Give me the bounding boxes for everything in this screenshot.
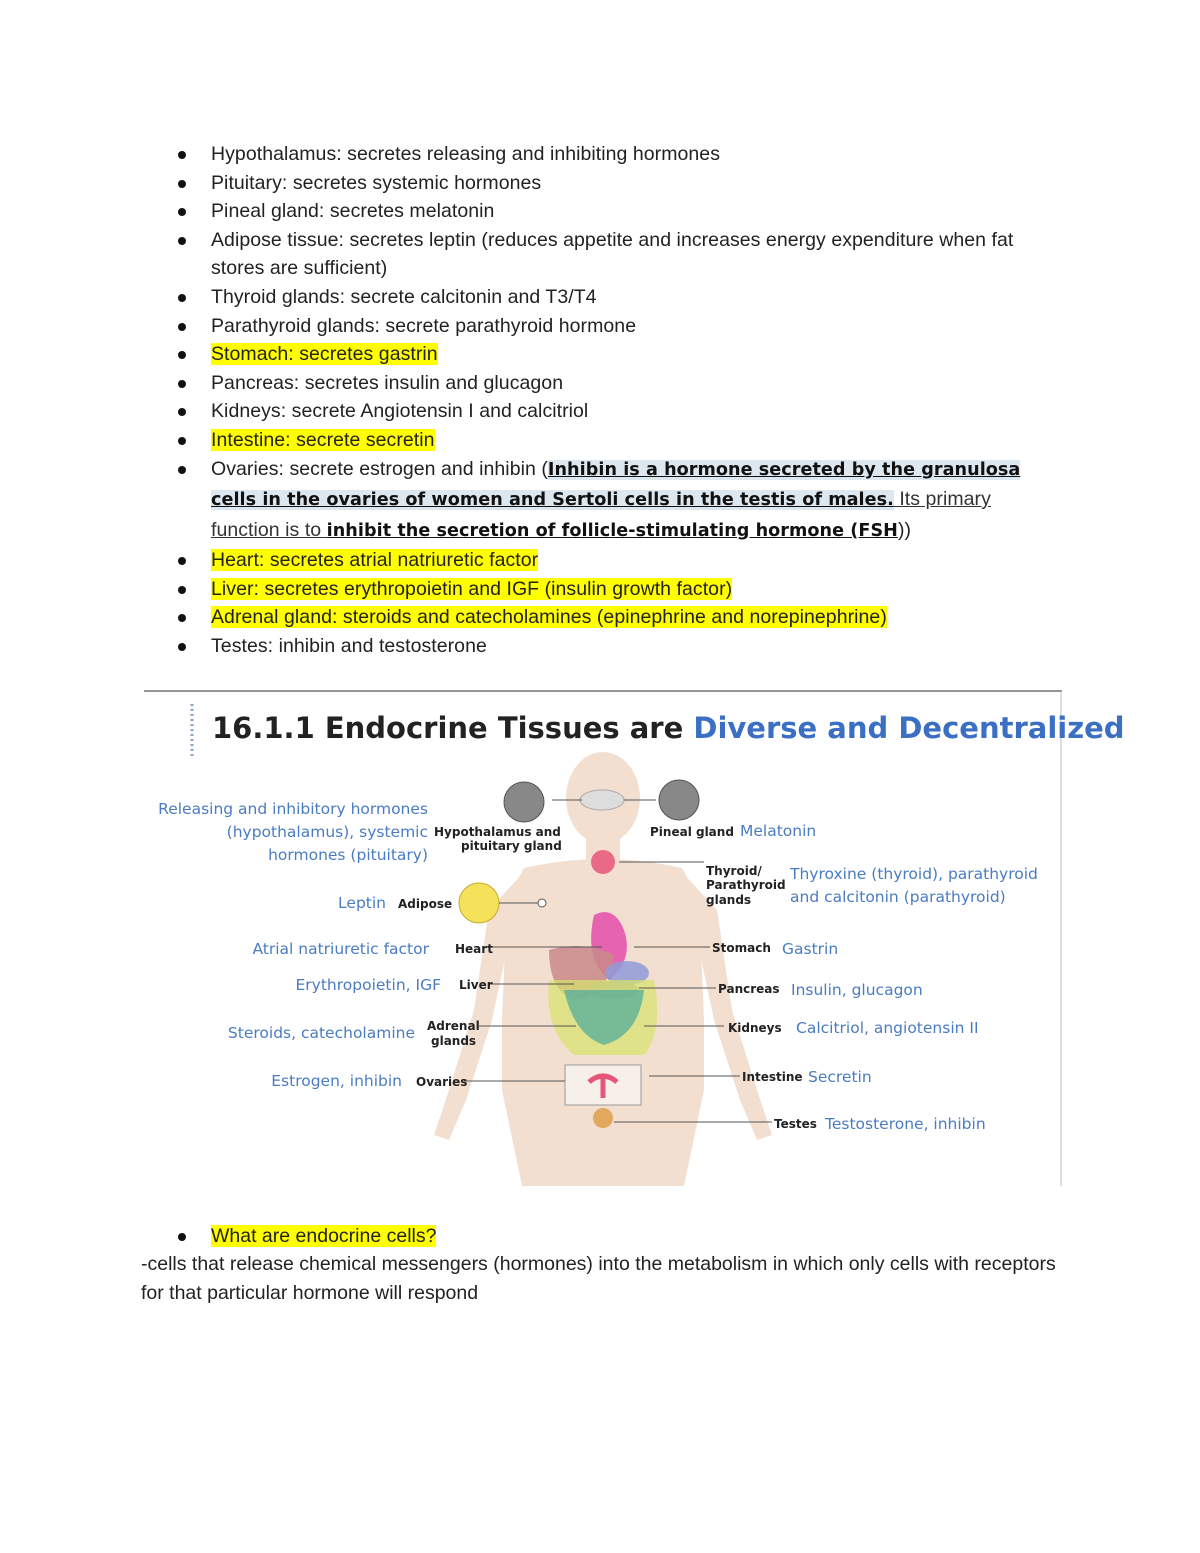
bullet-icon: [178, 180, 186, 188]
bullet-icon: [178, 408, 186, 416]
list-item: [178, 546, 1058, 575]
bullet-icon: [178, 614, 186, 622]
list-item: [178, 169, 1058, 198]
organ-thyroid: Thyroid/: [706, 864, 762, 878]
question-text: What are endocrine cells?: [211, 1225, 437, 1247]
list-item: [178, 603, 1058, 632]
organ-testes: Testes: [774, 1117, 817, 1131]
organ-adrenal-glands: glands: [431, 1034, 477, 1048]
organ-stomach: Stomach: [712, 941, 771, 955]
organ-liver: Liver: [459, 978, 493, 992]
bullet-icon: [178, 586, 186, 594]
list-item: [178, 312, 1058, 341]
endocrine-gland-list: [178, 140, 1058, 660]
bullet-icon: [178, 151, 186, 159]
list-item-text: Testes: inhibin and testosterone: [211, 634, 487, 657]
list-item-text-highlighted: Stomach: secretes gastrin: [211, 343, 438, 366]
list-item-text-highlighted: Liver: secretes erythropoietin and IGF (insulin growth factor): [211, 577, 733, 600]
label-anf: Atrial natriuretic factor: [252, 940, 429, 958]
organ-pituitary: pituitary gland: [461, 839, 562, 853]
label-erythropoietin: Erythropoietin, IGF: [295, 976, 441, 994]
list-item-text: Hypothalamus: secretes releasing and inhibiting hormones: [211, 143, 720, 165]
organ-pancreas: Pancreas: [718, 982, 780, 996]
left-hormone-labels: [158, 800, 441, 1090]
label-pituitary-hormones: hormones (pituitary): [268, 846, 428, 864]
organ-pineal: Pineal gland: [650, 825, 734, 839]
figure-title: [212, 711, 1125, 745]
list-item-ovaries: [178, 455, 1058, 547]
ovaries-prefix: Ovaries: secrete estrogen and inhibin (: [211, 457, 548, 480]
organ-kidneys: Kidneys: [728, 1021, 782, 1035]
list-item: [178, 426, 1058, 455]
list-item-text-highlighted: Heart: secretes atrial natriuretic factor: [211, 549, 539, 572]
list-item-text: Adipose tissue: secretes leptin (reduces appetite and increases energy expenditure when fat stores are sufficient): [211, 228, 1014, 280]
figure-canvas: [144, 690, 1125, 1186]
list-item-text: Thyroid glands: secrete calcitonin and T3/T4: [211, 285, 597, 308]
figure-title-accent: Diverse and Decentralized: [693, 711, 1125, 745]
inhibin-function-text: Its primary function is to: [211, 488, 991, 541]
ovaries-suffix: )): [897, 518, 912, 541]
list-item-question: [178, 1222, 1058, 1250]
label-calcitonin: and calcitonin (parathyroid): [790, 888, 1006, 906]
list-item-text: Parathyroid glands: secrete parathyroid hormone: [211, 314, 637, 337]
list-item-text: Pineal gland: secretes melatonin: [211, 200, 495, 223]
label-hypothalamus-systemic: (hypothalamus), systemic: [226, 823, 428, 841]
label-estrogen: Estrogen, inhibin: [271, 1072, 402, 1090]
list-item: [178, 283, 1058, 312]
bullet-icon: [178, 294, 186, 302]
organ-glands: glands: [706, 893, 752, 907]
label-leptin: Leptin: [338, 894, 386, 912]
question-list: [178, 1222, 1058, 1250]
list-item-text: Kidneys: secrete Angiotensin I and calcitriol: [211, 400, 589, 423]
label-testosterone: Testosterone, inhibin: [825, 1115, 986, 1133]
list-item: [178, 369, 1058, 398]
label-secretin: Secretin: [808, 1068, 872, 1086]
bullet-icon: [178, 237, 186, 245]
list-item-text: Pancreas: secretes insulin and glucagon: [211, 371, 564, 394]
organ-adrenal: Adrenal: [427, 1019, 480, 1033]
list-item: [178, 226, 1058, 283]
list-item: [178, 632, 1058, 661]
label-steroids: Steroids, catecholamine: [227, 1024, 415, 1042]
label-calcitriol: Calcitriol, angiotensin II: [796, 1019, 979, 1037]
bullet-icon: [178, 208, 186, 216]
answer-paragraph: -cells that release chemical messengers (hormones) into the metabolism in which only cells with receptors for that particular hormone will respond: [141, 1253, 1056, 1304]
organ-ovaries: Ovaries: [416, 1075, 468, 1089]
label-releasing-hormones: Releasing and inhibitory hormones: [158, 800, 428, 818]
list-item: [178, 140, 1058, 169]
list-item-text-highlighted: Adrenal gland: steroids and catecholamines (epinephrine and norepinephrine): [211, 606, 887, 629]
inhibin-definition: Inhibin is a hormone secreted by the granulosa cells in the ovaries of women and Sertoli cells in the testis of males.: [211, 459, 1021, 511]
organ-adipose: Adipose: [398, 897, 453, 911]
organ-intestine: Intestine: [742, 1070, 803, 1084]
list-item-text: Pituitary: secretes systemic hormones: [211, 171, 542, 194]
list-item: [178, 197, 1058, 226]
bullet-icon: [178, 1233, 186, 1241]
list-item: [178, 575, 1058, 604]
right-hormone-labels: [740, 822, 1038, 1133]
organ-heart: Heart: [455, 942, 493, 956]
organ-hypothalamus: Hypothalamus and: [434, 825, 561, 839]
bullet-icon: [178, 437, 186, 445]
bullet-icon: [178, 351, 186, 359]
label-melatonin: Melatonin: [740, 822, 817, 840]
list-item-text-highlighted: Intestine: secrete secretin: [211, 428, 435, 451]
bullet-icon: [178, 466, 186, 474]
inhibin-function-bold: inhibit the secretion of follicle-stimulating hormone (FSH: [326, 520, 898, 541]
figure-title-prefix: 16.1.1 Endocrine Tissues are: [212, 711, 694, 745]
bullet-icon: [178, 323, 186, 331]
bullet-icon: [178, 643, 186, 651]
list-item: [178, 340, 1058, 369]
label-gastrin: Gastrin: [782, 940, 839, 958]
organ-parathyroid: Parathyroid: [706, 878, 786, 892]
bullet-icon: [178, 380, 186, 388]
label-thyroxine: Thyroxine (thyroid), parathyroid: [790, 865, 1038, 883]
endocrine-tissues-figure: [144, 690, 1125, 1186]
bullet-icon: [178, 557, 186, 565]
list-item: [178, 397, 1058, 426]
label-insulin: Insulin, glucagon: [791, 981, 923, 999]
